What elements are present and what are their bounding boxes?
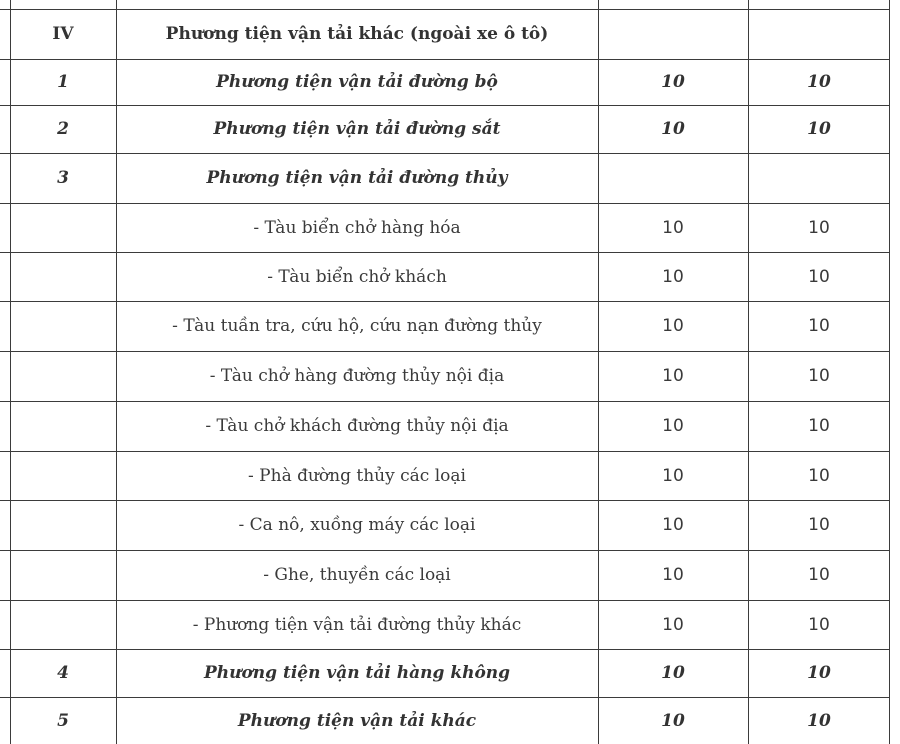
row-number	[10, 252, 116, 301]
rate-value-2: 10	[808, 217, 830, 238]
table-row	[0, 649, 890, 697]
row-number: 3	[57, 168, 69, 188]
rate-value-1: 10	[662, 416, 684, 436]
rate-value-2: 10	[808, 614, 830, 635]
row-number: 5	[57, 710, 69, 731]
rate-value-1: 10	[661, 663, 685, 683]
row-name: - Tàu chở khách đường thủy nội địa	[205, 416, 509, 436]
empty-cell	[748, 9, 890, 59]
table-row	[0, 105, 890, 153]
row-number	[10, 351, 116, 401]
rate-value-2: 10	[807, 72, 831, 92]
rate-value-2	[748, 153, 890, 203]
rate-value-1: 10	[662, 366, 684, 386]
rate-value-2: 10	[808, 316, 830, 336]
rate-value-1: 10	[661, 119, 685, 139]
row-number	[10, 600, 116, 649]
rate-value-2: 10	[808, 465, 830, 486]
rate-value-1: 10	[661, 72, 685, 92]
rate-value-1: 10	[662, 217, 684, 238]
row-name: - Tàu biển chở khách	[267, 266, 447, 287]
row-name: Phương tiện vận tải đường bộ	[216, 72, 498, 92]
table-row	[0, 59, 890, 105]
row-number	[10, 203, 116, 252]
rate-value-1: 10	[661, 710, 685, 731]
rate-value-2: 10	[808, 266, 830, 287]
section-title: Phương tiện vận tải khác (ngoài xe ô tô)	[165, 24, 549, 44]
rate-value-1	[598, 153, 748, 203]
row-number	[10, 550, 116, 600]
table-row	[0, 500, 890, 550]
empty-cell	[598, 9, 748, 59]
rate-value-2: 10	[808, 515, 830, 535]
table-row	[0, 600, 890, 649]
table-row	[0, 401, 890, 451]
table-row	[0, 153, 890, 203]
table-row	[0, 203, 890, 252]
table-row	[0, 697, 890, 744]
row-name: - Tàu biển chở hàng hóa	[253, 217, 461, 238]
row-name: Phương tiện vận tải khác	[237, 710, 477, 731]
table-row	[0, 252, 890, 301]
row-name: Phương tiện vận tải đường thủy	[206, 168, 508, 188]
row-name: - Tàu tuần tra, cứu hộ, cứu nạn đường thủy	[172, 316, 542, 336]
row-name: Phương tiện vận tải hàng không	[203, 663, 511, 683]
rate-value-1: 10	[662, 614, 684, 635]
rate-value-1: 10	[662, 515, 684, 535]
table-row	[0, 451, 890, 500]
row-number	[10, 500, 116, 550]
row-name: - Phương tiện vận tải đường thủy khác	[192, 614, 522, 635]
row-name: Phương tiện vận tải đường sắt	[213, 119, 501, 139]
section-number: IV	[52, 24, 74, 44]
row-number: 1	[57, 72, 69, 92]
table-row	[0, 351, 890, 401]
table-row	[0, 301, 890, 351]
row-number	[10, 451, 116, 500]
row-name: - Tàu chở hàng đường thủy nội địa	[209, 366, 505, 386]
rate-value-2: 10	[808, 565, 830, 585]
section-header-row	[0, 9, 890, 59]
rate-value-1: 10	[662, 316, 684, 336]
row-name: - Ghe, thuyền các loại	[263, 565, 451, 585]
row-name: - Phà đường thủy các loại	[248, 465, 466, 486]
row-number: 2	[57, 119, 69, 139]
rate-value-2: 10	[807, 119, 831, 139]
row-number: 4	[57, 663, 69, 683]
rate-value-1: 10	[662, 266, 684, 287]
rate-value-2: 10	[807, 663, 831, 683]
row-name: - Ca nô, xuồng máy các loại	[238, 515, 476, 535]
rate-value-1: 10	[662, 465, 684, 486]
rate-value-1: 10	[662, 565, 684, 585]
rate-value-2: 10	[808, 366, 830, 386]
rate-value-2: 10	[808, 416, 830, 436]
row-number	[10, 301, 116, 351]
rate-value-2: 10	[807, 710, 831, 731]
table-row	[0, 550, 890, 600]
row-number	[10, 401, 116, 451]
